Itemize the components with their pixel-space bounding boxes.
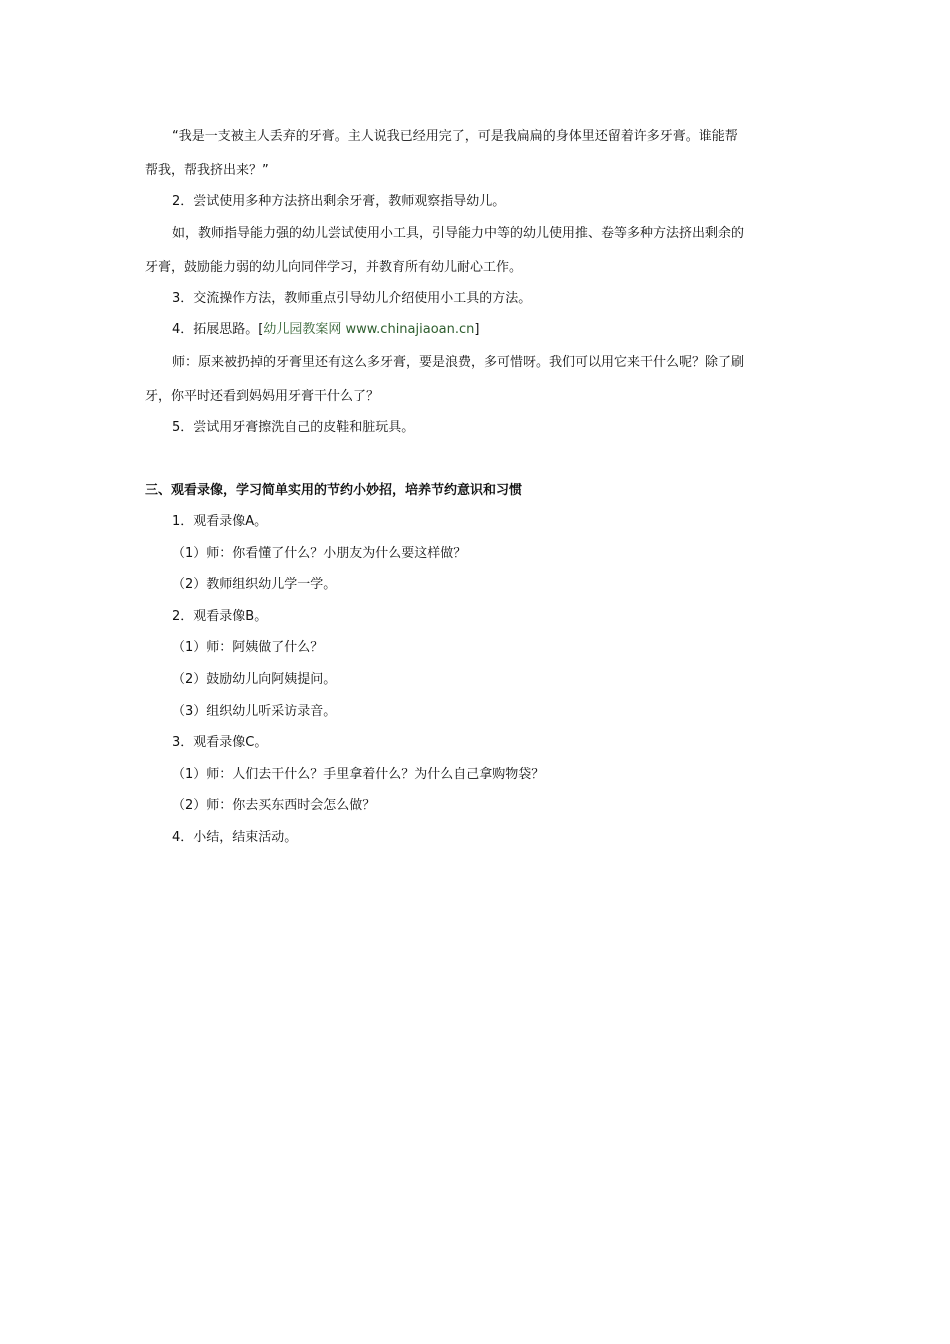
video-c-item: 3．观看录像C。 bbox=[172, 735, 268, 750]
paragraph-guidance-line1: 如，教师指导能力强的幼儿尝试使用小工具，引导能力中等的幼儿使用推、卷等多种方法挤出剩余的 bbox=[172, 226, 745, 241]
step-2-text: 2．尝试使用多种方法挤出剩余牙膏，教师观察指导幼儿。 bbox=[172, 194, 506, 209]
video-b-subitem-2: （2）鼓励幼儿向阿姨提问。 bbox=[172, 672, 337, 687]
section-3-heading: 三、观看录像，学习简单实用的节约小妙招，培养节约意识和习惯 bbox=[145, 483, 523, 498]
paragraph-toothpaste-speech-line1: “我是一支被主人丢弃的牙膏。主人说我已经用完了，可是我扁扁的身体里还留着许多牙膏。谁能帮 bbox=[172, 129, 738, 144]
video-c-subitem-2: （2）师：你去买东西时会怎么做？ bbox=[172, 798, 376, 813]
paragraph-teacher-question-line2: 牙，你平时还看到妈妈用牙膏干什么了？ bbox=[145, 389, 380, 404]
video-c-subitem-1: （1）师：人们去干什么？手里拿着什么？为什么自己拿购物袋？ bbox=[172, 767, 545, 782]
video-b-subitem-3: （3）组织幼儿听采访录音。 bbox=[172, 704, 337, 719]
step-3-text: 3．交流操作方法，教师重点引导幼儿介绍使用小工具的方法。 bbox=[172, 291, 532, 306]
video-a-subitem-1: （1）师：你看懂了什么？小朋友为什么要这样做？ bbox=[172, 546, 467, 561]
paragraph-teacher-question-line1: 师：原来被扔掉的牙膏里还有这么多牙膏，要是浪费，多可惜呀。我们可以用它来干什么呢？除了刷 bbox=[172, 355, 745, 370]
step-4-text: 4．拓展思路。[ bbox=[172, 322, 264, 337]
summary-item: 4．小结，结束活动。 bbox=[172, 830, 298, 845]
step-5-text: 5．尝试用牙膏擦洗自己的皮鞋和脏玩具。 bbox=[172, 420, 415, 435]
video-b-subitem-1: （1）师：阿姨做了什么？ bbox=[172, 640, 324, 655]
step-4-line bbox=[172, 320, 479, 340]
video-b-item: 2．观看录像B。 bbox=[172, 609, 268, 624]
step-4-bracket: ] bbox=[474, 322, 480, 337]
video-a-subitem-2: （2）教师组织幼儿学一学。 bbox=[172, 577, 337, 592]
source-link[interactable]: 幼儿园教案网 www.chinajiaoan.cn bbox=[263, 322, 475, 337]
paragraph-toothpaste-speech-line2: 帮我，帮我挤出来？” bbox=[145, 163, 269, 178]
paragraph-guidance-line2: 牙膏，鼓励能力弱的幼儿向同伴学习，并教育所有幼儿耐心工作。 bbox=[145, 260, 523, 275]
video-a-item: 1．观看录像A。 bbox=[172, 514, 268, 529]
